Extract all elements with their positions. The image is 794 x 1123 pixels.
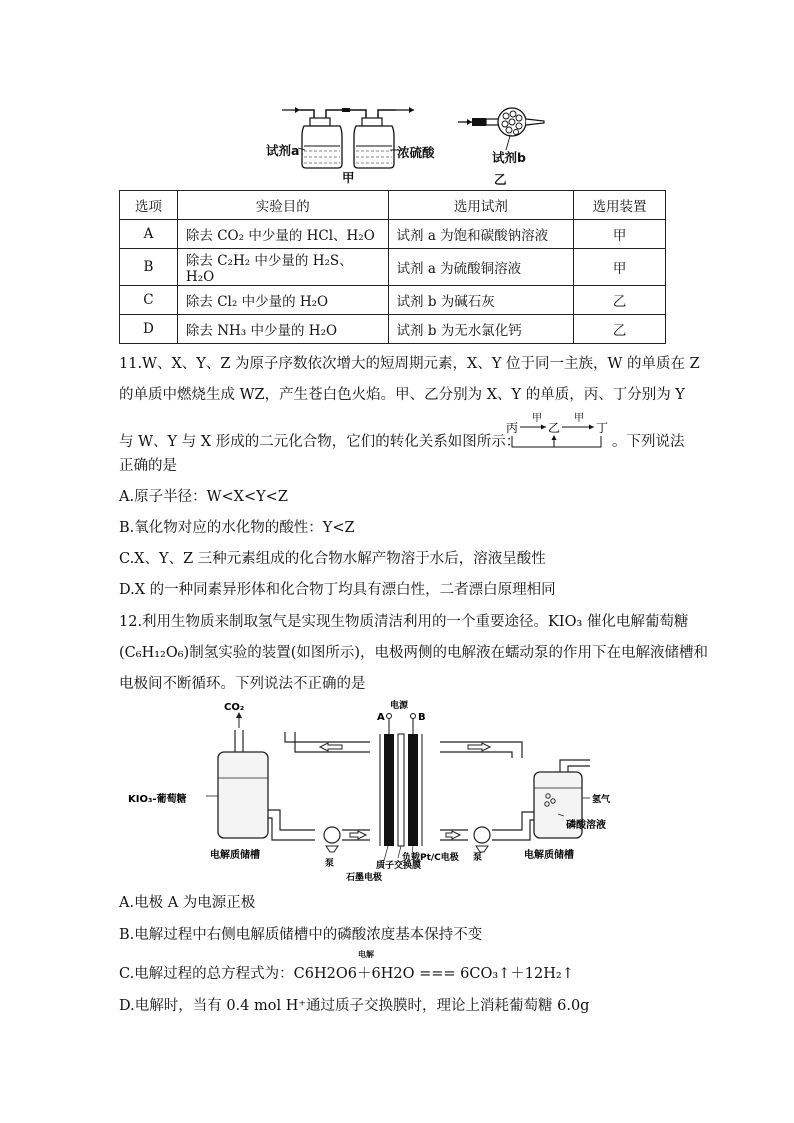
conversion-scheme [504, 404, 612, 456]
proton-membrane-label: 质子交换膜 [376, 861, 422, 871]
table-cell: 除去 C₂H₂ 中少量的 H₂S、H₂O [177, 249, 388, 286]
equation-condition: 电解 [358, 950, 374, 959]
table-cell: D [120, 315, 178, 344]
options-table [119, 190, 666, 344]
q11-option-b: B.氧化物对应的水化物的酸性：Y<Z [119, 520, 355, 536]
q12-option-b: B.电解过程中右侧电解质储槽中的磷酸浓度基本保持不变 [119, 927, 483, 943]
scheme-jia-1: 甲 [532, 413, 542, 424]
left-tank-label: 电解质储槽 [210, 850, 260, 861]
table-header-cell: 选项 [120, 191, 178, 220]
scheme-bing: 丙 [506, 421, 519, 435]
phosphoric-solution-label: 磷酸溶液 [566, 820, 606, 831]
table-cell: 除去 Cl₂ 中少量的 H₂O [177, 286, 388, 315]
table-header-row [120, 191, 666, 220]
q11-line-2: 的单质中燃烧生成 WZ，产生苍白色火焰。甲、乙分别为 X、Y 的单质，丙、丁分别为 Y [119, 387, 685, 403]
table-cell: 甲 [574, 249, 666, 286]
table-row [120, 315, 666, 344]
q11-option-c: C.X、Y、Z 三种元素组成的化合物水解产物溶于水后，溶液呈酸性 [119, 551, 546, 567]
q12-option-d: D.电解时，当有 0.4 mol H⁺通过质子交换膜时，理论上消耗葡萄糖 6.0g [119, 998, 590, 1014]
ptc-electrode-label: 负载Pt/C电极 [402, 853, 459, 863]
q11-option-d: D.X 的一种同素异形体和化合物丁均具有漂白性，二者漂白原理相同 [119, 582, 556, 598]
q12-option-c: C.电解过程的总方程式为：C6H2O6＋6H2O === 6CO₃↑＋12H₂↑ [119, 966, 574, 982]
label-apparatus-yi: 乙 [494, 172, 507, 187]
terminal-b-label: B [418, 712, 426, 723]
scheme-jia-2: 甲 [574, 413, 584, 424]
q12-line-2: (C₆H₁₂O₆)制氢实验的装置(如图所示)，电极两侧的电解液在蠕动泵的作用下在电解液储槽和 [119, 645, 709, 661]
table-header-cell: 实验目的 [177, 191, 388, 220]
q12-line-1: 12.利用生物质来制取氢气是实现生物质清洁利用的一个重要途径。KIO₃ 催化电解葡萄糖 [119, 614, 689, 630]
table-cell: C [120, 286, 178, 315]
table-cell: 试剂 a 为硫酸铜溶液 [388, 249, 574, 286]
kio3-glucose-label: KIO₃-葡萄糖 [128, 794, 187, 805]
q11-line-3: 与 W、Y 与 X 形成的二元化合物，它们的转化关系如图所示： [119, 434, 521, 450]
label-conc-sulfuric-acid: 浓硫酸 [397, 145, 435, 160]
table-row [120, 286, 666, 315]
pump-left-label: 泵 [325, 859, 335, 869]
pump-right-label: 泵 [473, 853, 483, 863]
table-row [120, 249, 666, 286]
q11-line-3-tail: 。下列说法 [612, 434, 685, 450]
q11-line-1: 11.W、X、Y、Z 为原子序数依次增大的短周期元素，X、Y 位于同一主族，W 的单质在 Z [119, 356, 700, 372]
scheme-ding: 丁 [596, 421, 609, 435]
table-cell: B [120, 249, 178, 286]
table-cell: 试剂 a 为饱和碳酸钠溶液 [388, 220, 574, 249]
q12-line-3: 电极间不断循环。下列说法不正确的是 [119, 676, 366, 692]
q12-option-a: A.电极 A 为电源正极 [119, 895, 256, 911]
power-source-label: 电源 [390, 701, 409, 711]
co2-label: CO₂ [224, 702, 245, 713]
table-cell: 乙 [574, 315, 666, 344]
electrolysis-diagram [120, 700, 680, 890]
label-reagent-b: 试剂b [492, 150, 526, 165]
table-header-cell: 选用装置 [574, 191, 666, 220]
label-reagent-a: 试剂a [266, 143, 300, 158]
q11-option-a: A.原子半径：W<X<Y<Z [119, 489, 288, 505]
table-cell: 甲 [574, 220, 666, 249]
table-cell: 除去 CO₂ 中少量的 HCl、H₂O [177, 220, 388, 249]
table-cell: 试剂 b 为无水氯化钙 [388, 315, 574, 344]
table-header-cell: 选用试剂 [388, 191, 574, 220]
scheme-yi: 乙 [548, 421, 561, 435]
table-row [120, 220, 666, 249]
table-cell: 试剂 b 为碱石灰 [388, 286, 574, 315]
table-cell: A [120, 220, 178, 249]
hydrogen-label: 氢气 [592, 795, 611, 805]
q11-line-4: 正确的是 [119, 458, 177, 474]
table-cell: 乙 [574, 286, 666, 315]
graphite-electrode-label: 石墨电极 [346, 873, 383, 883]
table-cell: 除去 NH₃ 中少量的 H₂O [177, 315, 388, 344]
terminal-a-label: A [377, 712, 385, 723]
label-apparatus-jia: 甲 [342, 170, 355, 185]
right-tank-label: 电解质储槽 [524, 850, 574, 861]
